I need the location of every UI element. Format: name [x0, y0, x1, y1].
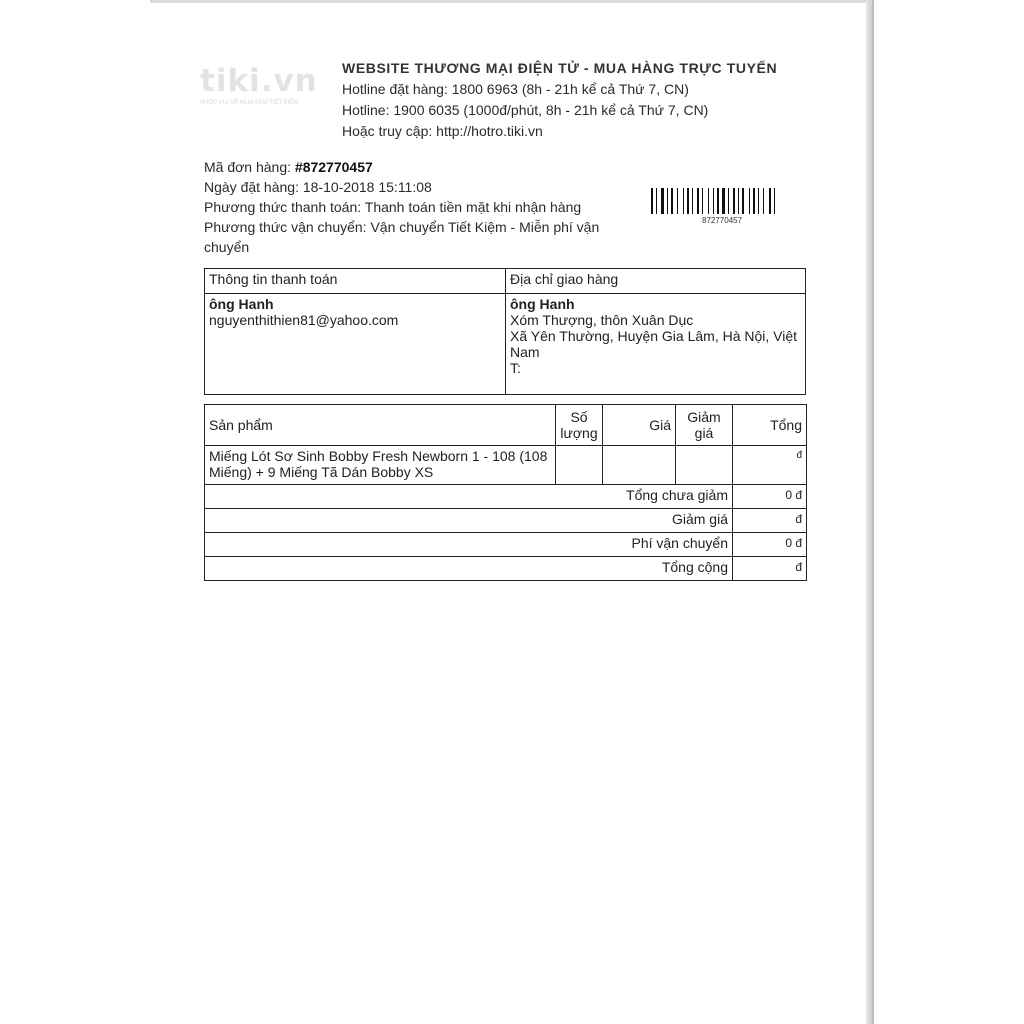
shipping-cell — [506, 294, 806, 395]
billing-email: nguyenthithien81@yahoo.com — [209, 312, 399, 328]
order-code-line — [204, 157, 624, 177]
barcode-bar — [722, 188, 725, 214]
order-code: #872770457 — [294, 159, 373, 175]
col-total: Tổng — [733, 405, 807, 446]
scan-edge-top — [150, 0, 872, 3]
barcode-bar — [733, 188, 735, 214]
barcode-bar — [656, 188, 657, 214]
col-price: Giá — [603, 405, 676, 446]
shipping-fee-value: 0 đ — [733, 533, 807, 557]
barcode-bar — [763, 188, 764, 214]
barcode-bar — [758, 188, 759, 214]
barcode-bar — [708, 188, 709, 214]
barcode-bar — [742, 188, 744, 214]
billing-header: Thông tin thanh toán — [205, 269, 506, 294]
barcode-bar — [753, 188, 755, 214]
shipping-fee-label: Phí vận chuyển — [205, 533, 733, 557]
discount-value: đ — [733, 509, 807, 533]
barcode-bar — [738, 188, 739, 214]
shipping-header: Địa chỉ giao hàng — [506, 269, 806, 294]
grand-total-row — [205, 557, 807, 581]
barcode-bar — [692, 188, 693, 214]
col-discount: Giảm giá — [676, 405, 733, 446]
barcode-bar — [683, 188, 684, 214]
grand-total-value: đ — [733, 557, 807, 581]
col-product: Sản phẩm — [205, 405, 556, 446]
product-qty — [556, 446, 603, 485]
hotline-order: Hotline đặt hàng: 1800 6963 (8h - 21h kể cả Thứ 7, CN) — [342, 81, 689, 97]
barcode-bar — [728, 188, 729, 214]
hotline: Hotline: 1900 6035 (1000đ/phút, 8h - 21h kể cả Thứ 7, CN) — [342, 102, 709, 118]
scan-edge-right-line — [872, 0, 874, 1024]
subtotal-row — [205, 485, 807, 509]
col-qty: Số lượng — [556, 405, 603, 446]
payment-method: Phương thức thanh toán: Thanh toán tiền mặt khi nhận hàng — [204, 199, 582, 215]
barcode-bar — [687, 188, 689, 214]
barcode-bar — [702, 188, 703, 214]
header-title: WEBSITE THƯƠNG MẠI ĐIỆN TỬ - MUA HÀNG TRỰC TUYẾN — [342, 60, 778, 76]
shipping-method: Phương thức vận chuyển: Vận chuyển Tiết Kiệm - Miễn phí vận chuyển — [204, 219, 600, 255]
shipping-fee-row — [205, 533, 807, 557]
shipping-phone-label: T: — [510, 360, 521, 376]
product-discount — [676, 446, 733, 485]
product-total: đ — [733, 446, 807, 485]
billing-cell — [205, 294, 506, 395]
barcode-bar — [769, 188, 771, 214]
barcode-number: 872770457 — [702, 216, 743, 225]
order-date: Ngày đặt hàng: 18-10-2018 15:11:08 — [204, 179, 432, 195]
billing-name: ông Hanh — [209, 296, 274, 312]
customer-info-table — [204, 268, 806, 395]
barcode-bar — [697, 188, 699, 214]
shipping-address-2: Xã Yên Thường, Huyện Gia Lâm, Hà Nội, Việt Nam — [510, 328, 798, 360]
discount-label: Giảm giá — [205, 509, 733, 533]
invoice-header — [342, 58, 777, 142]
barcode-bar — [661, 188, 664, 214]
grand-total-label: Tổng cộng — [205, 557, 733, 581]
subtotal-value: 0 đ — [733, 485, 807, 509]
support-link: Hoặc truy cập: http://hotro.tiki.vn — [342, 123, 543, 139]
tiki-logo — [200, 64, 320, 106]
barcode-bar — [749, 188, 750, 214]
shipping-name: ông Hanh — [510, 296, 575, 312]
logo-tagline: SHOP VUI VẺ MUA SẮM TIẾT KIỆM — [200, 100, 299, 106]
shipping-address-1: Xóm Thượng, thôn Xuân Dục — [510, 312, 694, 328]
subtotal-label: Tổng chưa giảm — [205, 485, 733, 509]
table-row — [205, 446, 807, 485]
order-barcode — [651, 188, 791, 214]
barcode-bar — [651, 188, 653, 214]
barcode-bar — [774, 188, 775, 214]
barcode-bar — [667, 188, 668, 214]
barcode-bar — [713, 188, 714, 214]
order-details — [204, 157, 624, 257]
discount-row — [205, 509, 807, 533]
product-price — [603, 446, 676, 485]
barcode-bar — [677, 188, 678, 214]
product-name: Miếng Lót Sơ Sinh Bobby Fresh Newborn 1 - 108 (108 Miếng) + 9 Miếng Tã Dán Bobby XS — [205, 446, 556, 485]
barcode-bar — [671, 188, 673, 214]
order-code-label: Mã đơn hàng: — [204, 159, 295, 175]
product-table — [204, 404, 807, 581]
barcode-bar — [717, 188, 719, 214]
logo-text: tiki.vn — [200, 63, 318, 99]
